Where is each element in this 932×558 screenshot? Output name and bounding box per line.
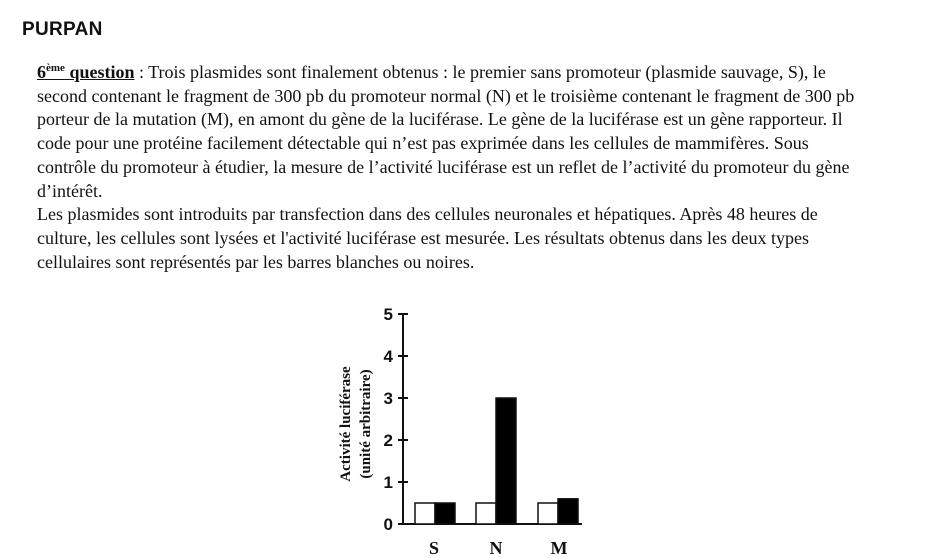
question-text: [37, 61, 857, 274]
y-axis-label-line1: Activité luciférase: [338, 366, 354, 482]
question-word: question: [69, 62, 135, 82]
y-tick-label: 1: [383, 473, 393, 492]
bar-n-black: [496, 398, 516, 524]
bars: [415, 398, 578, 524]
chart-axes: [403, 314, 582, 524]
bar-m-black: [558, 499, 578, 524]
paragraph-1-text: : Trois plasmides sont finalement obtenus : le premier sans promoteur (plasmide sauvage, S), le second contenant le fragment de 300 pb du promoteur normal (N) et le troisième contenant le fragment de 300 pb porteur de la mutation (M), en amont du gène de la luciférase. Le gène de la luciférase est un gène rapporteur. Il code pour une protéine facilement détectable qui n’est pas exprimée dans les cellules de mammifères. Sous contrôle du promoteur à étudier, la mesure de l’activité luciférase est un reflet de l’activité du promoteur du gène d’intérêt.: [37, 62, 855, 201]
question-number: 6: [37, 62, 46, 82]
question-number-sup: ème: [46, 62, 65, 74]
x-tick-label: N: [489, 538, 503, 558]
luciferase-bar-chart: [330, 296, 620, 558]
bar-s-black: [435, 503, 455, 524]
bar-n-white: [476, 503, 496, 524]
y-tick-label: 5: [383, 305, 393, 324]
y-axis-label: [338, 366, 374, 482]
y-axis-label-line2: (unité arbitraire): [358, 369, 374, 479]
question-paragraph-1: [37, 61, 857, 203]
bar-m-white: [538, 503, 558, 524]
y-tick-label: 4: [383, 347, 393, 366]
y-tick-label: 2: [383, 431, 393, 450]
y-ticks: [384, 305, 408, 534]
y-tick-label: 0: [383, 515, 393, 534]
x-tick-label: S: [428, 538, 440, 558]
x-labels: [429, 538, 568, 558]
y-tick-label: 3: [383, 389, 393, 408]
question-label: [37, 62, 134, 82]
x-tick-label: M: [550, 538, 568, 558]
question-paragraph-2: Les plasmides sont introduits par transfection dans des cellules neuronales et hépatiques. Après 48 heures de culture, les cellules sont lysées et l'activité luciférase est mesurée. Les résultats obtenus dans les deux types cellulaires sont représentés par les barres blanches ou noires.: [37, 204, 818, 272]
page-header: PURPAN: [22, 19, 103, 40]
bar-s-white: [415, 503, 435, 524]
